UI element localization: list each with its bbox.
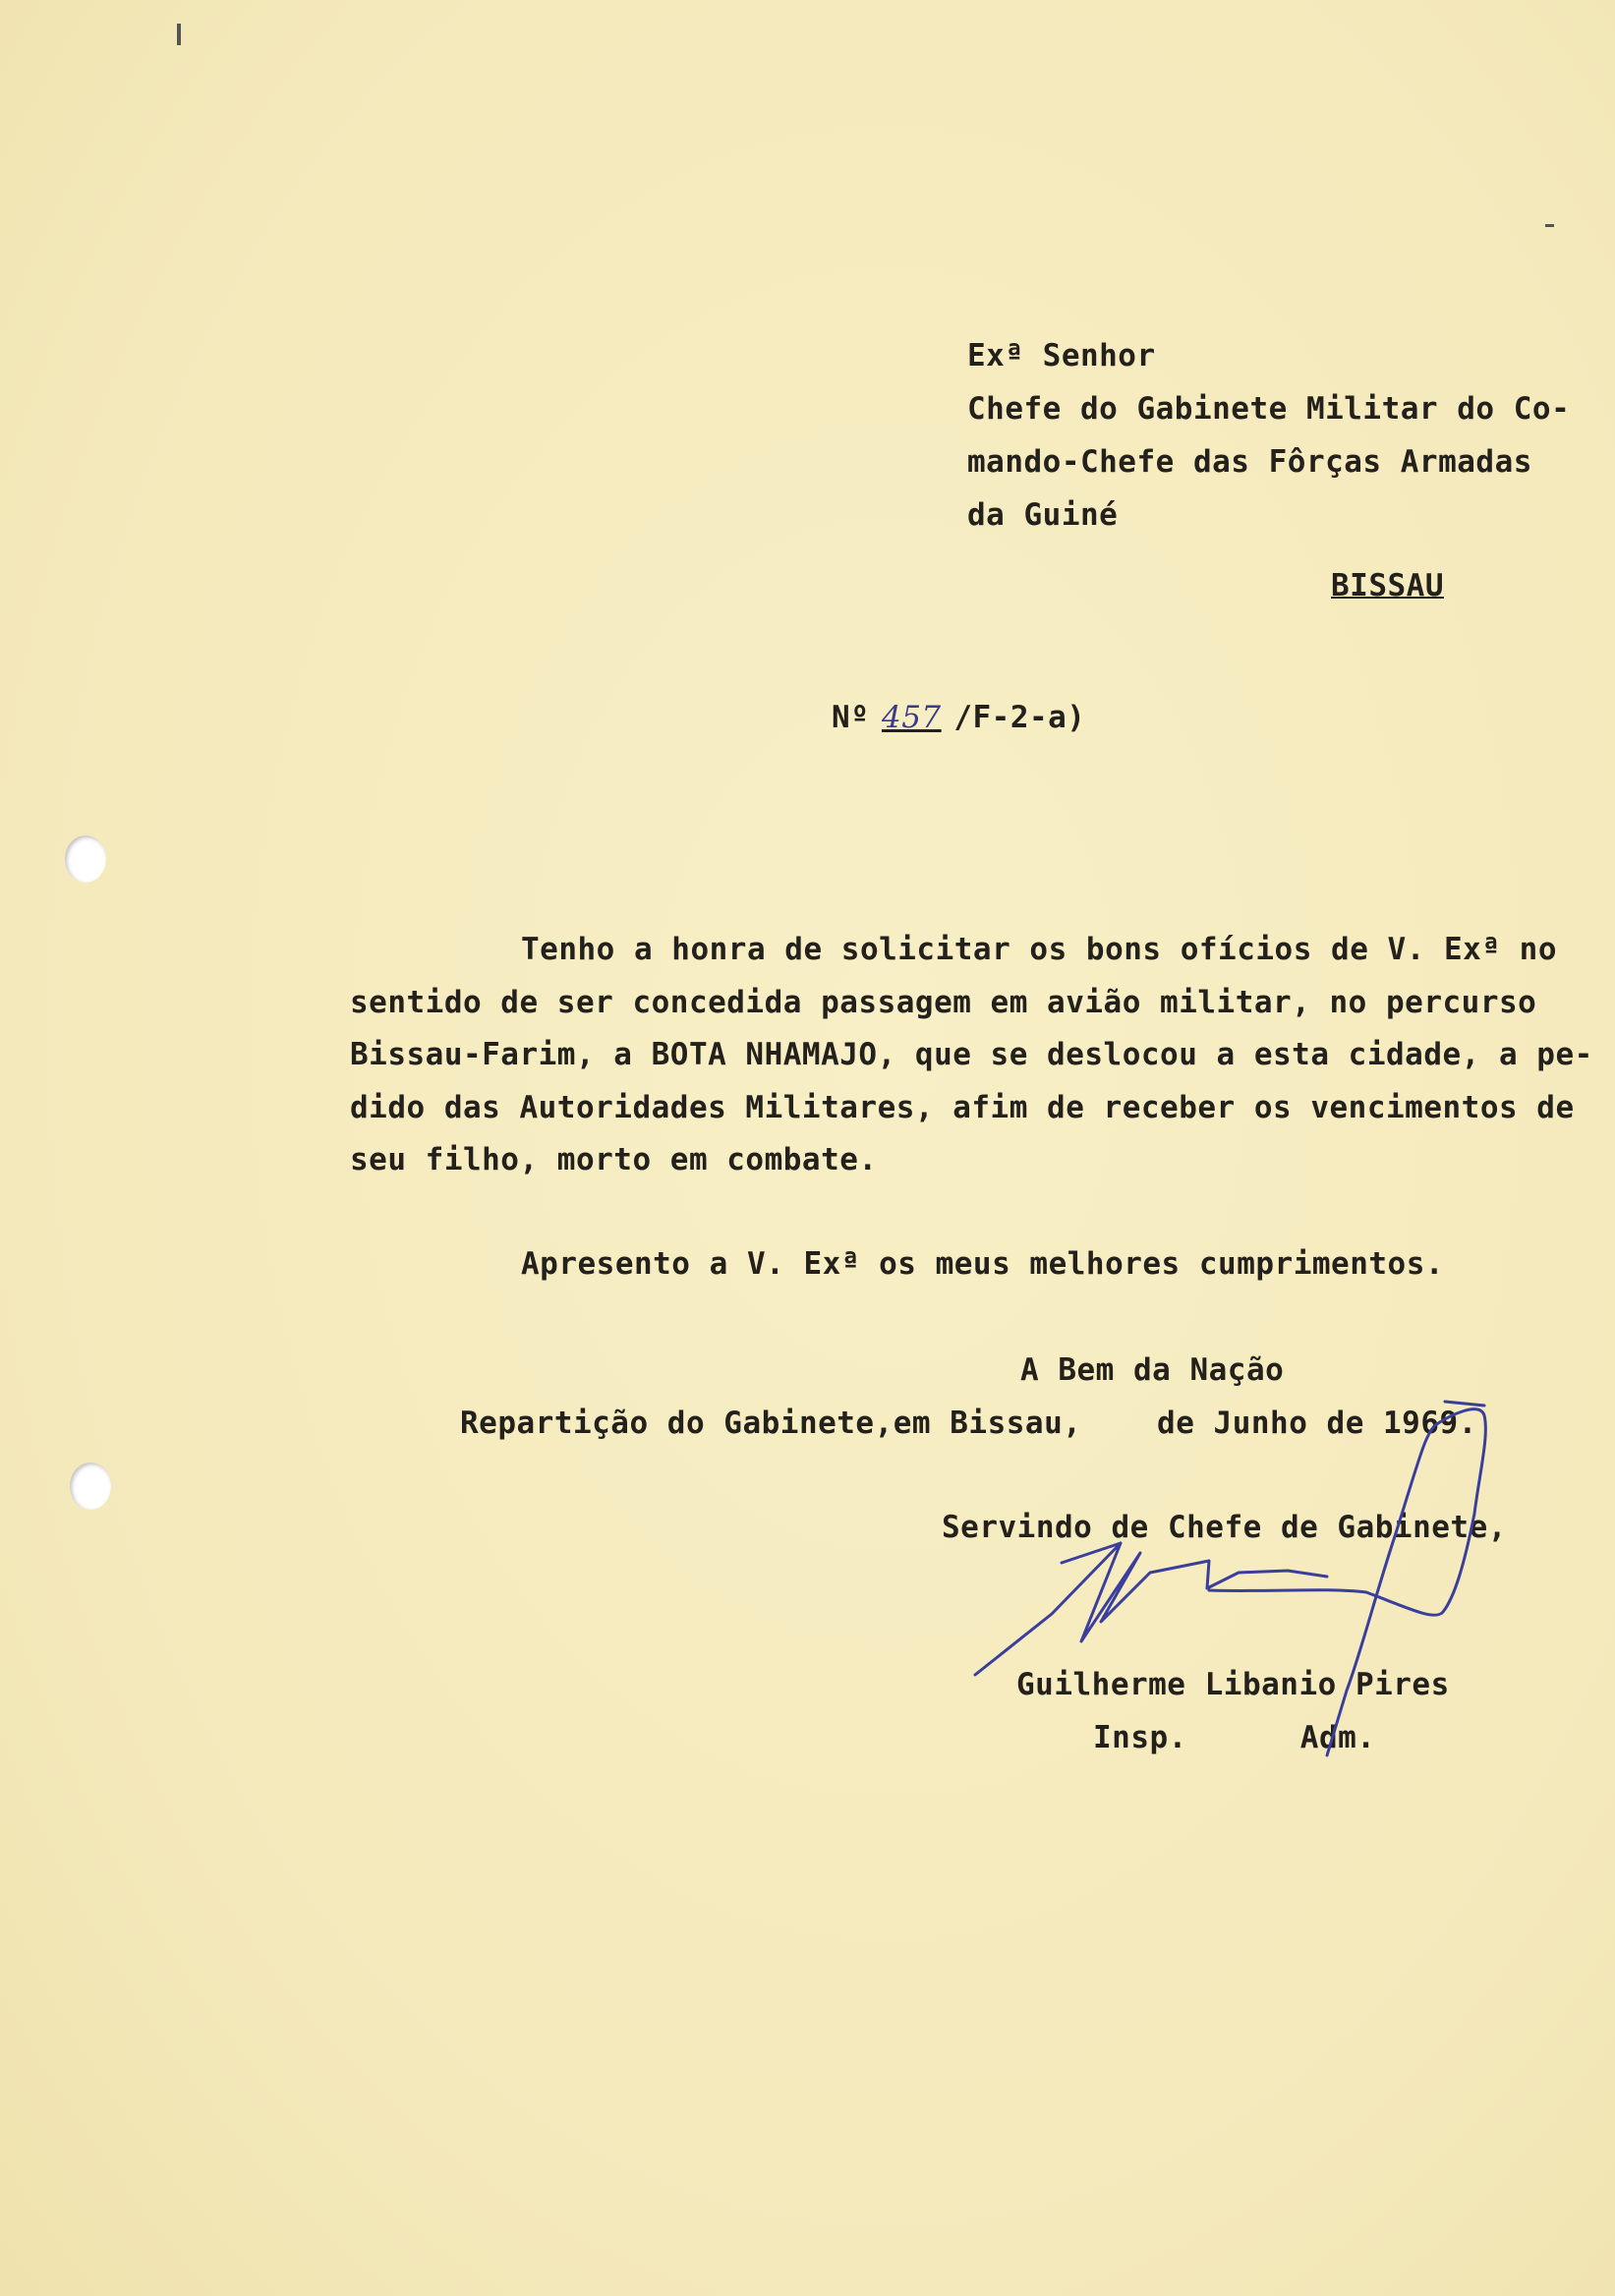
signer-title: Insp. Adm. xyxy=(1093,1720,1376,1755)
motto: A Bem da Nação xyxy=(1020,1352,1285,1388)
body-line: Bissau-Farim, a BOTA NHAMAJO, que se deslocou a esta cidade, a pe- xyxy=(350,1037,1593,1072)
paper-speck xyxy=(1545,224,1554,227)
reference-line xyxy=(832,700,1085,735)
reference-suffix: /F-2-a) xyxy=(953,700,1086,735)
reference-prefix: Nº xyxy=(832,700,870,735)
body-line: dido das Autoridades Militares, afim de receber os vencimentos de xyxy=(350,1090,1575,1125)
address-line: da Guiné xyxy=(967,497,1119,533)
body-line: Tenho a honra de solicitar os bons ofícios de V. Exª no xyxy=(521,932,1557,967)
greeting: Apresento a V. Exª os meus melhores cumprimentos. xyxy=(521,1246,1445,1282)
punch-hole-top xyxy=(65,835,106,883)
punch-hole-bottom xyxy=(70,1463,111,1510)
body-line: seu filho, morto em combate. xyxy=(350,1142,878,1177)
signer-role: Servindo de Chefe de Gabinete, xyxy=(942,1510,1507,1545)
handwritten-signature xyxy=(973,1396,1524,1769)
reference-number: 457 xyxy=(881,700,942,735)
paper-speck xyxy=(177,24,181,45)
salutation: Exª Senhor xyxy=(967,338,1156,373)
signer-name: Guilherme Libanio Pires xyxy=(1016,1667,1450,1702)
address-line: Chefe do Gabinete Militar do Co- xyxy=(967,391,1571,427)
place-date: Repartição do Gabinete,em Bissau, de Junho de 1969. xyxy=(460,1406,1477,1441)
city: BISSAU xyxy=(1331,568,1444,603)
body-line: sentido de ser concedida passagem em avião militar, no percurso xyxy=(350,985,1537,1020)
address-line: mando-Chefe das Fôrças Armadas xyxy=(967,444,1532,480)
